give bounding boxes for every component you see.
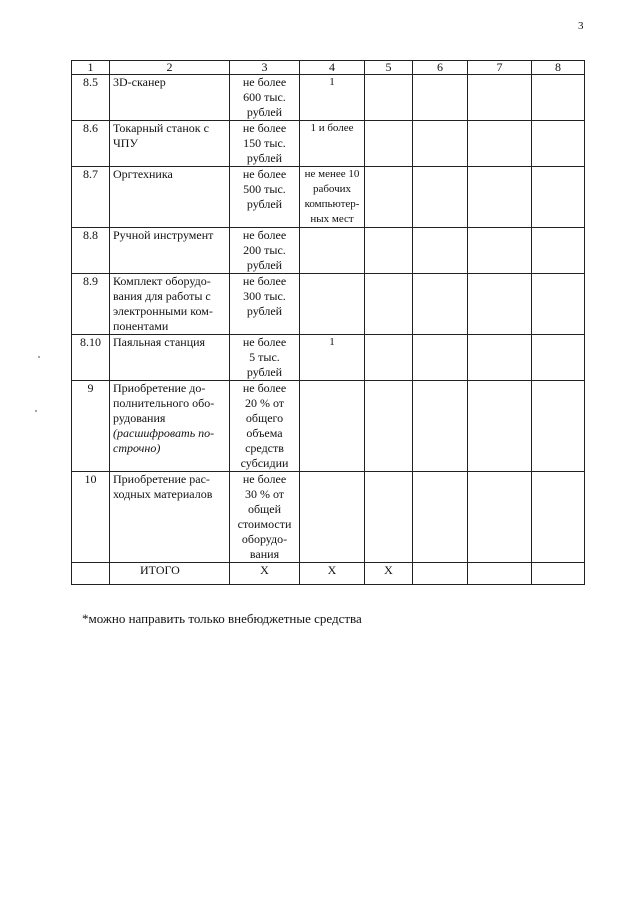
cost-limit-cell: [230, 335, 300, 381]
cell-line: 200 тыс.: [243, 243, 286, 257]
row-number: 8.10: [80, 335, 101, 349]
cell-line: рублей: [246, 197, 283, 211]
empty-cell: [72, 563, 110, 585]
item-name-cell: [110, 274, 230, 335]
cell-line: не более: [242, 167, 287, 181]
empty-cell: [365, 75, 413, 121]
cell-line: ходных материалов: [113, 487, 213, 501]
empty-cell: [413, 274, 468, 335]
header-cell: 5: [365, 61, 413, 75]
header-cell: 4: [300, 61, 365, 75]
empty-cell: [468, 167, 532, 228]
table-row: [72, 121, 585, 167]
quantity-cell: [300, 381, 365, 472]
equipment-table: [71, 60, 585, 585]
cell-line: не менее 10: [304, 168, 360, 180]
cell-line: Комплект оборудо-: [113, 274, 211, 288]
cell-line: средств: [245, 441, 284, 455]
cell-line: не более: [242, 381, 287, 395]
row-number: 10: [84, 472, 97, 486]
table-row: [72, 75, 585, 121]
empty-cell: [468, 75, 532, 121]
empty-cell: [468, 563, 532, 585]
cell-line: полнительного обо-: [113, 396, 215, 410]
table-header-row: [72, 61, 585, 75]
table-row: [72, 274, 585, 335]
cost-limit-cell: [230, 274, 300, 335]
cell-line: рублей: [246, 304, 283, 318]
header-cell: 8: [532, 61, 585, 75]
scan-speck: [38, 356, 40, 358]
cell-line: ЧПУ: [113, 136, 138, 150]
total-col4-mark: Х: [300, 563, 365, 585]
cell-line: рублей: [246, 365, 283, 379]
cell-line: вания для работы с: [113, 289, 211, 303]
empty-cell: [532, 472, 585, 563]
cell-line: не более: [242, 121, 287, 135]
cell-line: общего: [245, 411, 284, 425]
header-cell: 7: [468, 61, 532, 75]
cell-line: не более: [242, 335, 287, 349]
cell-line: понентами: [113, 319, 169, 333]
table-row: [72, 335, 585, 381]
row-number: 8.7: [83, 167, 98, 181]
cell-line: общей: [247, 502, 282, 516]
cell-line: 5 тыс.: [249, 350, 280, 364]
empty-cell: [468, 274, 532, 335]
cell-line: рублей: [246, 151, 283, 165]
row-number-cell: [72, 228, 110, 274]
cell-line: рублей: [246, 258, 283, 272]
total-label: ИТОГО: [110, 563, 230, 585]
cell-line: не более: [242, 472, 287, 486]
cost-limit-cell: [230, 381, 300, 472]
row-number-cell: [72, 121, 110, 167]
empty-cell: [532, 228, 585, 274]
empty-cell: [532, 75, 585, 121]
total-col5-mark: Х: [365, 563, 413, 585]
empty-cell: [532, 121, 585, 167]
cell-line: 600 тыс.: [243, 90, 286, 104]
empty-cell: [365, 335, 413, 381]
empty-cell: [532, 381, 585, 472]
quantity-cell: [300, 274, 365, 335]
cell-line: вания: [249, 547, 280, 561]
cell-line: не более: [242, 75, 287, 89]
quantity-cell: [300, 335, 365, 381]
page-number: 3: [578, 20, 584, 32]
empty-cell: [365, 167, 413, 228]
cost-limit-cell: [230, 75, 300, 121]
table-row: [72, 228, 585, 274]
empty-cell: [468, 381, 532, 472]
empty-cell: [468, 472, 532, 563]
cell-line: 500 тыс.: [243, 182, 286, 196]
cell-line: строчно): [113, 441, 161, 455]
cell-line: Ручной инструмент: [113, 228, 214, 242]
cell-line: 1 и более: [310, 122, 354, 134]
row-number-cell: [72, 335, 110, 381]
cell-line: Оргтехника: [113, 167, 173, 181]
empty-cell: [413, 228, 468, 274]
row-number: 8.5: [83, 75, 98, 89]
cell-line: 150 тыс.: [243, 136, 286, 150]
header-cell: 1: [72, 61, 110, 75]
item-name-cell: [110, 335, 230, 381]
empty-cell: [413, 563, 468, 585]
cell-line: рублей: [246, 105, 283, 119]
cell-line: рабочих: [312, 183, 352, 195]
cell-line: компьютер-: [304, 198, 360, 210]
item-name-cell: [110, 381, 230, 472]
total-row: [72, 563, 585, 585]
row-number-cell: [72, 472, 110, 563]
header-cell: 3: [230, 61, 300, 75]
total-col3-mark: Х: [230, 563, 300, 585]
row-number: 9: [87, 381, 94, 395]
header-cell: 6: [413, 61, 468, 75]
empty-cell: [532, 335, 585, 381]
cell-line: рудования: [113, 411, 166, 425]
cell-line: стоимости: [237, 517, 292, 531]
row-number: 8.6: [83, 121, 98, 135]
cell-line: 20 % от: [244, 396, 285, 410]
cell-line: Приобретение рас-: [113, 472, 210, 486]
item-name-cell: [110, 472, 230, 563]
quantity-cell: [300, 228, 365, 274]
item-name-cell: [110, 228, 230, 274]
cost-limit-cell: [230, 228, 300, 274]
quantity-cell: [300, 121, 365, 167]
empty-cell: [365, 274, 413, 335]
row-number-cell: [72, 381, 110, 472]
cell-line: Паяльная станция: [113, 335, 206, 349]
cell-line: электронными ком-: [113, 304, 213, 318]
empty-cell: [532, 563, 585, 585]
cost-limit-cell: [230, 121, 300, 167]
footnote: *можно направить только внебюджетные средства: [82, 611, 362, 626]
empty-cell: [532, 274, 585, 335]
empty-cell: [532, 167, 585, 228]
empty-cell: [365, 228, 413, 274]
quantity-cell: [300, 75, 365, 121]
row-number: 8.8: [83, 228, 98, 242]
row-number-cell: [72, 75, 110, 121]
cell-line: объема: [246, 426, 283, 440]
empty-cell: [413, 75, 468, 121]
empty-cell: [413, 381, 468, 472]
empty-cell: [365, 472, 413, 563]
empty-cell: [468, 335, 532, 381]
item-name-cell: [110, 167, 230, 228]
quantity-cell: [300, 167, 365, 228]
empty-cell: [468, 228, 532, 274]
cell-line: 1: [329, 336, 335, 348]
cell-line: (расшифровать по-: [113, 426, 215, 440]
cost-limit-cell: [230, 472, 300, 563]
empty-cell: [413, 472, 468, 563]
cell-line: ных мест: [310, 213, 354, 225]
item-name-cell: [110, 75, 230, 121]
cell-line: 30 % от: [244, 487, 285, 501]
row-number-cell: [72, 274, 110, 335]
quantity-cell: [300, 472, 365, 563]
empty-cell: [413, 335, 468, 381]
cell-line: субсидии: [240, 456, 289, 470]
cell-line: Приобретение до-: [113, 381, 206, 395]
table-row: [72, 381, 585, 472]
empty-cell: [365, 121, 413, 167]
empty-cell: [413, 167, 468, 228]
table-body: [72, 61, 585, 585]
table-row: [72, 167, 585, 228]
item-name-cell: [110, 121, 230, 167]
cell-line: оборудо-: [241, 532, 288, 546]
scan-speck: [35, 410, 37, 412]
table-row: [72, 472, 585, 563]
row-number-cell: [72, 167, 110, 228]
cell-line: не более: [242, 228, 287, 242]
empty-cell: [468, 121, 532, 167]
row-number: 8.9: [83, 274, 98, 288]
empty-cell: [365, 381, 413, 472]
header-cell: 2: [110, 61, 230, 75]
cell-line: 3D-сканер: [113, 75, 166, 89]
empty-cell: [413, 121, 468, 167]
cell-line: не более: [242, 274, 287, 288]
cost-limit-cell: [230, 167, 300, 228]
cell-line: Токарный станок с: [113, 121, 209, 135]
cell-line: 1: [329, 76, 335, 88]
cell-line: 300 тыс.: [243, 289, 286, 303]
